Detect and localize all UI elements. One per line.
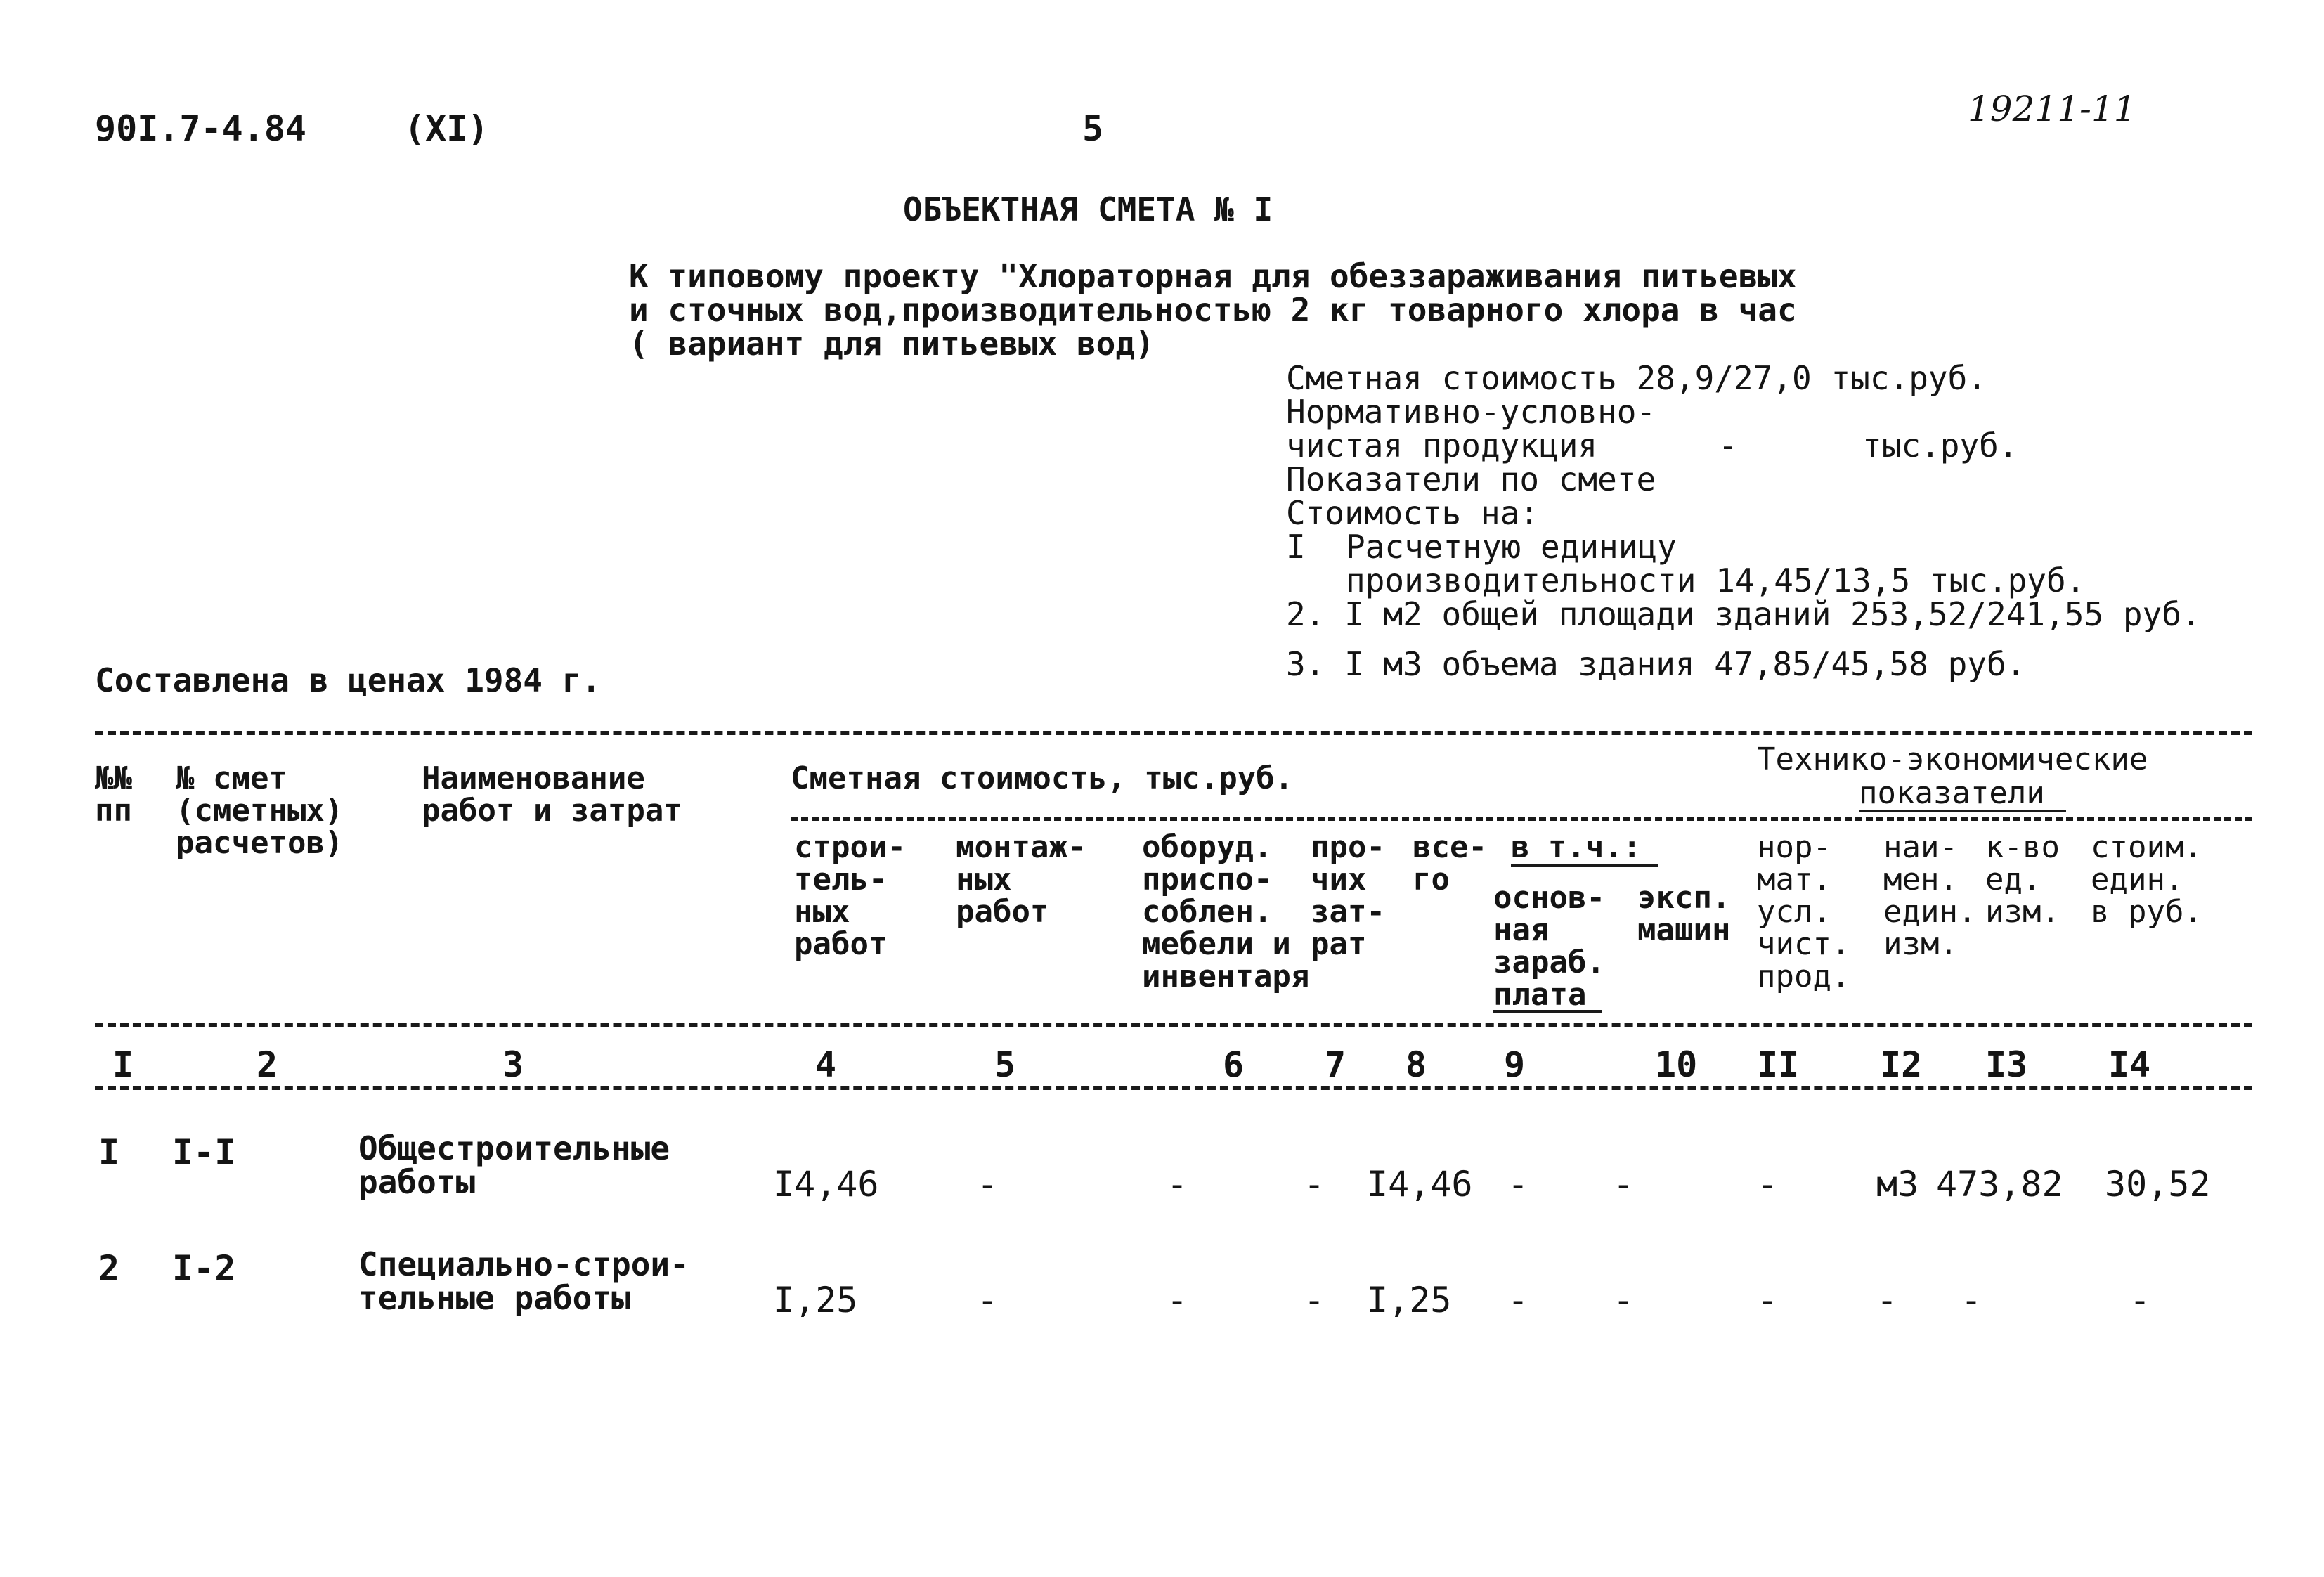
header-equipment: оборуд. приспо- соблен. мебели и инвентаря bbox=[1142, 829, 1310, 994]
row1-name: Общестроительные работы bbox=[358, 1129, 670, 1201]
table-top-rule bbox=[95, 731, 2252, 735]
row2-number: 2 bbox=[98, 1248, 120, 1289]
item1-line-2: производительности 14,45/13,5 тыс.руб. bbox=[1346, 562, 2086, 599]
page-title: ОБЪЕКТНАЯ СМЕТА № I bbox=[903, 190, 1273, 228]
row2-total: I,25 bbox=[1367, 1280, 1452, 1320]
normative-label-1: Нормативно-условно- bbox=[1286, 393, 1656, 431]
group-header-rule bbox=[791, 817, 2252, 821]
col-number-8: 8 bbox=[1406, 1044, 1427, 1085]
page-number: 5 bbox=[1082, 108, 1104, 149]
item2: 2. I м2 общей площади зданий 253,52/241,55 руб. bbox=[1286, 595, 2201, 633]
row2-other: - bbox=[1304, 1280, 1325, 1320]
col-number-12: I2 bbox=[1880, 1044, 1923, 1085]
row1-quantity: 473,82 bbox=[1936, 1164, 2063, 1205]
header-tech-econ-group-2: показатели bbox=[1859, 775, 2045, 811]
row2-unit-cost: - bbox=[2129, 1280, 2151, 1320]
row1-number: I bbox=[98, 1132, 120, 1173]
col-number-1: I bbox=[112, 1044, 134, 1085]
header-unit-cost: стоим. един. в руб. bbox=[2091, 829, 2202, 930]
col-number-13: I3 bbox=[1985, 1044, 2028, 1085]
normative-value: - bbox=[1718, 427, 1738, 465]
cost-on-label: Стоимость на: bbox=[1286, 494, 1540, 532]
row1-equipment: - bbox=[1167, 1164, 1188, 1205]
subtitle-line-1: К типовому проекту "Хлораторная для обеззараживания питьевых bbox=[629, 257, 1797, 295]
subtitle-line-3: ( вариант для питьевых вод) bbox=[629, 325, 1155, 363]
col-number-5: 5 bbox=[994, 1044, 1016, 1085]
header-normative-product: нор- мат. усл. чист. прод. bbox=[1757, 829, 1850, 994]
row1-code: I-I bbox=[172, 1132, 236, 1173]
col-number-7: 7 bbox=[1325, 1044, 1346, 1085]
handwritten-reference: 19211-11 bbox=[1968, 89, 2136, 129]
row1-machines: - bbox=[1613, 1164, 1635, 1205]
header-estimated-cost-group: Сметная стоимость, тыс.руб. bbox=[791, 760, 1294, 796]
indicators-label: Показатели по смете bbox=[1286, 460, 1656, 498]
col-number-14: I4 bbox=[2108, 1044, 2151, 1085]
row2-base-salary: - bbox=[1507, 1280, 1529, 1320]
header-row-number: №№ пп bbox=[95, 760, 132, 829]
tech-econ-underline bbox=[1859, 810, 2066, 812]
row1-construction: I4,46 bbox=[773, 1164, 879, 1205]
header-unit-name: наи- мен. един. изм. bbox=[1883, 829, 1977, 962]
estimated-cost: Сметная стоимость 28,9/27,0 тыс.руб. bbox=[1286, 359, 1987, 397]
col-number-2: 2 bbox=[257, 1044, 278, 1085]
header-bottom-rule bbox=[95, 1023, 2252, 1027]
item1-line-1: Расчетную единицу bbox=[1346, 528, 1677, 566]
col-numbers-rule bbox=[95, 1086, 2252, 1090]
header-estimate-number: № смет (сметных) расчетов) bbox=[176, 760, 344, 861]
row2-machines: - bbox=[1613, 1280, 1635, 1320]
header-total: все- го bbox=[1413, 829, 1487, 897]
col-number-11: II bbox=[1757, 1044, 1800, 1085]
item3: 3. I м3 объема здания 47,85/45,58 руб. bbox=[1286, 645, 2026, 683]
row2-code: I-2 bbox=[172, 1248, 236, 1289]
header-unit-quantity: к-во ед. изм. bbox=[1985, 829, 2060, 930]
item1-number: I bbox=[1286, 528, 1306, 566]
row1-other: - bbox=[1304, 1164, 1325, 1205]
col-number-3: 3 bbox=[502, 1044, 524, 1085]
col-number-4: 4 bbox=[815, 1044, 837, 1085]
row2-construction: I,25 bbox=[773, 1280, 858, 1320]
header-installation-works: монтаж- ных работ bbox=[956, 829, 1086, 930]
header-works-name: Наименование работ и затрат bbox=[422, 760, 682, 829]
col-number-10: 10 bbox=[1655, 1044, 1698, 1085]
row1-base-salary: - bbox=[1507, 1164, 1529, 1205]
row1-unit-cost: 30,52 bbox=[2105, 1164, 2211, 1205]
col-number-9: 9 bbox=[1504, 1044, 1526, 1085]
normative-unit: тыс.руб. bbox=[1862, 427, 2018, 465]
base-salary-underline bbox=[1493, 1010, 1602, 1013]
prices-note: Составлена в ценах 1984 г. bbox=[95, 661, 602, 699]
row2-installation: - bbox=[977, 1280, 999, 1320]
row2-quantity: - bbox=[1961, 1280, 1982, 1320]
row1-installation: - bbox=[977, 1164, 999, 1205]
including-underline bbox=[1511, 864, 1658, 867]
header-other-costs: про- чих зат- рат bbox=[1311, 829, 1385, 962]
row2-unit: - bbox=[1876, 1280, 1898, 1320]
col-number-6: 6 bbox=[1223, 1044, 1245, 1085]
header-including: в т.ч.: bbox=[1511, 829, 1642, 865]
row1-unit: м3 bbox=[1876, 1164, 1919, 1205]
header-machine-operation: эксп. машин bbox=[1637, 880, 1731, 948]
header-base-salary: основ- ная зараб. плата bbox=[1493, 880, 1605, 1013]
row1-total: I4,46 bbox=[1367, 1164, 1473, 1205]
row2-name: Специально-строи- тельные работы bbox=[358, 1245, 689, 1317]
subtitle-line-2: и сточных вод,производительностью 2 кг товарного хлора в час bbox=[629, 291, 1797, 329]
row1-normative: - bbox=[1757, 1164, 1779, 1205]
header-tech-econ-group-1: Технико-экономические bbox=[1757, 741, 2148, 777]
normative-label-2: чистая продукция bbox=[1286, 427, 1598, 465]
header-construction-works: строи- тель- ных работ bbox=[794, 829, 906, 962]
row2-equipment: - bbox=[1167, 1280, 1188, 1320]
document-code: 90I.7-4.84 bbox=[95, 108, 307, 149]
section-code: (XI) bbox=[404, 108, 489, 149]
row2-normative: - bbox=[1757, 1280, 1779, 1320]
